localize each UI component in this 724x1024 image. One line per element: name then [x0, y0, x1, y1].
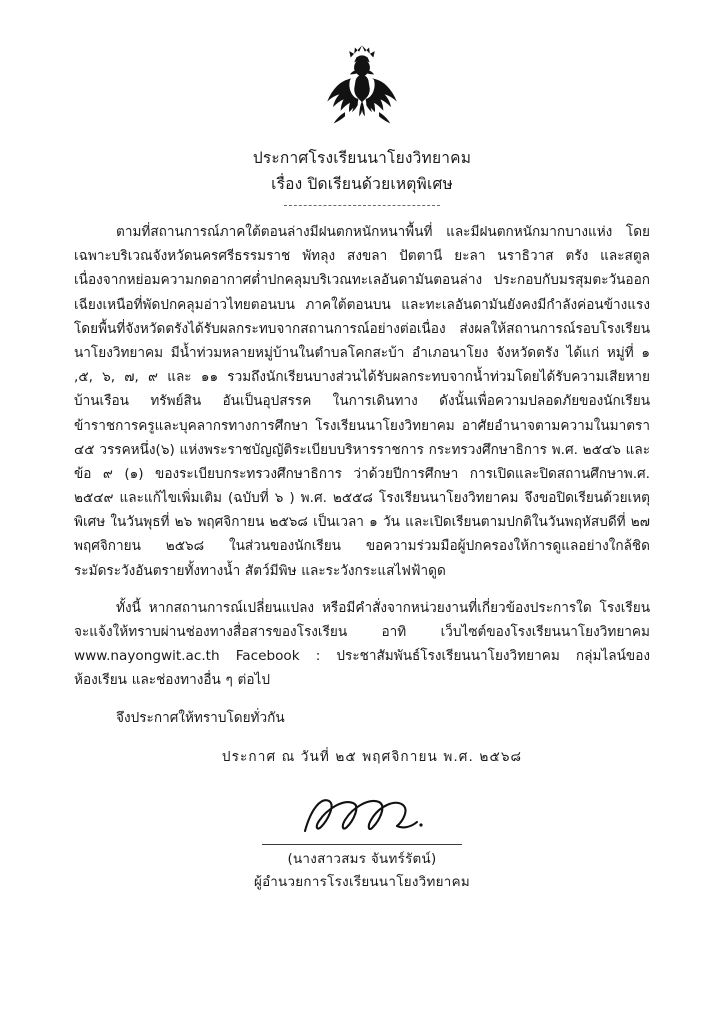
garuda-emblem-icon	[319, 44, 405, 132]
signature-scribble-icon	[74, 789, 650, 843]
paragraph-2: ทั้งนี้ หากสถานการณ์เปลี่ยนแปลง หรือมีคำสั่งจากหน่วยงานที่เกี่ยวข้องประการใด โรงเรียนจะแจ้งให้ทราบผ่านช่องทางสื่อสารของโรงเรียน อาทิ เว็บไซต์ของโรงเรียนนาโยงวิทยาคม www.nayongwit.ac.th Facebook : ประชาสัมพันธ์โรงเรียนนาโยงวิทยาคม กลุ่มไลน์ของห้องเรียน และช่องทางอื่น ๆ ต่อไป	[74, 599, 650, 689]
title-line-2: เรื่อง ปิดเรียนด้วยเหตุพิเศษ	[271, 175, 453, 194]
title-divider	[284, 205, 440, 206]
paragraph-3: จึงประกาศให้ทราบโดยทั่วกัน	[116, 709, 285, 726]
title-line-1: ประกาศโรงเรียนนาโยงวิทยาคม	[252, 149, 472, 167]
signature-block	[74, 789, 650, 895]
signer-name: (นางสาวสมร จันทร์รัตน์)	[287, 851, 437, 867]
signature-rule	[262, 844, 462, 845]
document-body	[74, 220, 650, 730]
signer-role: ผู้อำนวยการโรงเรียนนาโยงวิทยาคม	[254, 874, 470, 890]
announcement-date: ประกาศ ณ วันที่ ๒๕ พฤศจิกายน พ.ศ. ๒๕๖๘	[221, 748, 523, 765]
document-title	[74, 146, 650, 196]
emblem-container	[74, 44, 650, 136]
paragraph-1: ตามที่สถานการณ์ภาคใต้ตอนล่างมีฝนตกหนักหนาพื้นที่ และมีฝนตกหนักมากบางแห่ง โดยเฉพาะบริเวณจังหวัดนครศรีธรรมราช พัทลุง สงขลา ปัตตานี ยะลา นราธิวาส ตรัง และสตูล เนื่องจากหย่อมความกดอากาศต่ำปกคลุมบริเวณทะเลอันดามันตอนล่าง ประกอบกับมรสุมตะวันออกเฉียงเหนือที่พัดปกคลุมอ่าวไทยตอนบน ภาคใต้ตอนบน และทะเลอันดามันยังคงมีกำลังค่อนข้างแรง โดยพื้นที่จังหวัดตรังได้รับผลกระทบจากสถานการณ์อย่างต่อเนื่อง ส่งผลให้สถานการณ์รอบโรงเรียนนาโยงวิทยาคม มีน้ำท่วมหลายหมู่บ้านในตำบลโคกสะบ้า อำเภอนาโยง จังหวัดตรัง ได้แก่ หมู่ที่ ๑ ,๕, ๖, ๗, ๙ และ ๑๑ รวมถึงนักเรียนบางส่วนได้รับผลกระทบจากน้ำท่วมโดยได้รับความเสียหาย บ้านเรือน ทรัพย์สิน อันเป็นอุปสรรค ในการเดินทาง ดังนั้นเพื่อความปลอดภัยของนักเรียน ข้าราชการครูและบุคลากรทางการศึกษา โรงเรียนนาโยงวิทยาคม อาศัยอำนาจตามความในมาตรา ๔๕ วรรคหนึ่ง(๖) แห่งพระราชบัญญัติระเบียบบริหารราชการ กระทรวงศึกษาธิการ พ.ศ. ๒๕๔๖ และข้อ ๙ (๑) ของระเบียบกระทรวงศึกษาธิการ ว่าด้วยปีการศึกษา การเปิดและปิดสถานศึกษาพ.ศ. ๒๕๔๙ และแก้ไขเพิ่มเติม (ฉบับที่ ๖ ) พ.ศ. ๒๕๕๘ โรงเรียนนาโยงวิทยาคม จึงขอปิดเรียนด้วยเหตุพิเศษ ในวันพุธที่ ๒๖ พฤศจิกายน ๒๕๖๘ เป็นเวลา ๑ วัน และเปิดเรียนตามปกติในวันพฤหัสบดีที่ ๒๗ พฤศจิกายน ๒๕๖๘ ในส่วนของนักเรียน ขอความร่วมมือผู้ปกครองให้การดูแลอย่างใกล้ชิด ระมัดระวังอันตรายทั้งทางน้ำ สัตว์มีพิษ และระวังกระแสไฟฟ้าดูด	[74, 224, 650, 579]
